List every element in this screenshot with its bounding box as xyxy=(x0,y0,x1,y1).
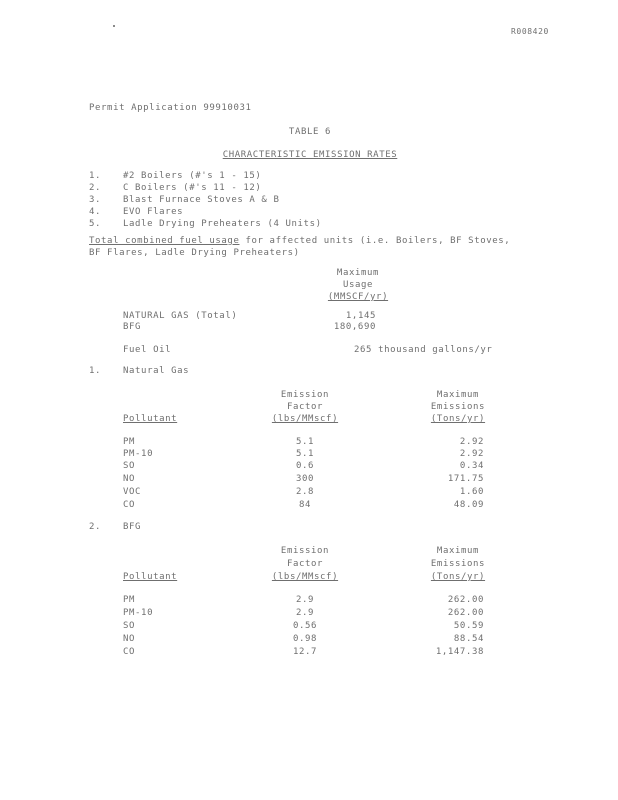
factor-header-units: (lbs/MMscf) xyxy=(271,414,339,424)
emissions-header: Maximum xyxy=(436,390,480,400)
factor-cell: 0.56 xyxy=(292,621,318,631)
table-subtitle: CHARACTERISTIC EMISSION RATES xyxy=(222,150,398,160)
emissions-cell: 88.54 xyxy=(453,634,484,644)
pollutant-cell: SO xyxy=(123,461,136,471)
total-fuel-text-continued: BF Flares, Ladle Drying Preheaters) xyxy=(89,248,300,258)
fuel-usage-label: NATURAL GAS (Total) xyxy=(123,311,238,321)
factor-cell: 2.9 xyxy=(295,595,315,605)
pollutant-cell: SO xyxy=(123,621,136,631)
factor-cell: 2.9 xyxy=(295,608,315,618)
factor-cell: 0.98 xyxy=(292,634,318,644)
pollutant-cell: NO xyxy=(123,474,136,484)
list-item-number: 5. xyxy=(89,219,102,229)
emissions-header: Emissions xyxy=(430,559,486,569)
emissions-cell: 262.00 xyxy=(447,608,484,618)
total-fuel-heading: Total combined fuel usage xyxy=(89,236,240,246)
factor-header: Factor xyxy=(286,559,324,569)
pollutant-header: Pollutant xyxy=(123,414,178,424)
emissions-cell: 50.59 xyxy=(453,621,484,631)
list-item-number: 2. xyxy=(89,183,102,193)
factor-header: Factor xyxy=(286,402,324,412)
pollutant-cell: PM-10 xyxy=(123,449,154,459)
emissions-cell: 262.00 xyxy=(447,595,484,605)
emissions-header-units: (Tons/yr) xyxy=(430,414,486,424)
list-item-text: Ladle Drying Preheaters (4 Units) xyxy=(123,219,322,229)
emissions-cell: 2.92 xyxy=(459,437,484,447)
usage-header-line: Maximum xyxy=(336,268,380,278)
list-item-number: 4. xyxy=(89,207,102,217)
total-fuel-text: for affected units (i.e. Boilers, BF Stoves, xyxy=(239,236,511,246)
list-item-number: 3. xyxy=(89,195,102,205)
factor-cell: 12.7 xyxy=(292,647,318,657)
pollutant-cell: PM-10 xyxy=(123,608,154,618)
factor-cell: 2.8 xyxy=(295,487,315,497)
pollutant-cell: CO xyxy=(123,647,136,657)
emissions-header-units: (Tons/yr) xyxy=(430,572,486,582)
pollutant-cell: PM xyxy=(123,437,136,447)
emissions-cell: 48.09 xyxy=(453,500,484,510)
total-fuel-paragraph xyxy=(89,236,510,246)
pollutant-cell: CO xyxy=(123,500,136,510)
emissions-cell: 1.60 xyxy=(459,487,484,497)
usage-header-line: Usage xyxy=(342,280,374,290)
list-item-text: C Boilers (#'s 11 - 12) xyxy=(123,183,262,193)
pollutant-header: Pollutant xyxy=(123,572,178,582)
list-item-text: Blast Furnace Stoves A & B xyxy=(123,195,280,205)
emissions-cell: 171.75 xyxy=(447,474,484,484)
fuel-usage-value: 1,145 xyxy=(345,311,376,321)
fuel-usage-value: 180,690 xyxy=(333,322,376,332)
list-item-number: 1. xyxy=(89,171,102,181)
emissions-header: Emissions xyxy=(430,402,486,412)
permit-application-line: Permit Application 99910031 xyxy=(89,103,252,113)
emissions-cell: 0.34 xyxy=(459,461,484,471)
section-title: Natural Gas xyxy=(123,366,190,376)
document-id: R008420 xyxy=(511,27,549,36)
emissions-cell: 2.92 xyxy=(459,449,484,459)
emissions-cell: 1,147.38 xyxy=(435,647,484,657)
section-number: 1. xyxy=(89,366,102,376)
emissions-header: Maximum xyxy=(436,546,480,556)
list-item-text: EVO Flares xyxy=(123,207,184,217)
factor-cell: 300 xyxy=(295,474,315,484)
factor-header: Emission xyxy=(280,390,330,400)
factor-cell: 5.1 xyxy=(295,437,315,447)
usage-header-units: (MMSCF/yr) xyxy=(327,292,389,302)
fuel-usage-label: BFG xyxy=(123,322,142,332)
section-title: BFG xyxy=(123,522,142,532)
table-title: TABLE 6 xyxy=(288,127,332,137)
factor-cell: 0.6 xyxy=(295,461,315,471)
pollutant-cell: VOC xyxy=(123,487,142,497)
fuel-oil-label: Fuel Oil xyxy=(123,345,172,355)
factor-header-units: (lbs/MMscf) xyxy=(271,572,339,582)
section-number: 2. xyxy=(89,522,102,532)
factor-cell: 84 xyxy=(298,500,312,510)
fuel-oil-value: 265 thousand gallons/yr xyxy=(354,345,493,355)
pollutant-cell: PM xyxy=(123,595,136,605)
list-item-text: #2 Boilers (#'s 1 - 15) xyxy=(123,171,262,181)
factor-header: Emission xyxy=(280,546,330,556)
pollutant-cell: NO xyxy=(123,634,136,644)
factor-cell: 5.1 xyxy=(295,449,315,459)
scan-speck xyxy=(113,25,115,27)
